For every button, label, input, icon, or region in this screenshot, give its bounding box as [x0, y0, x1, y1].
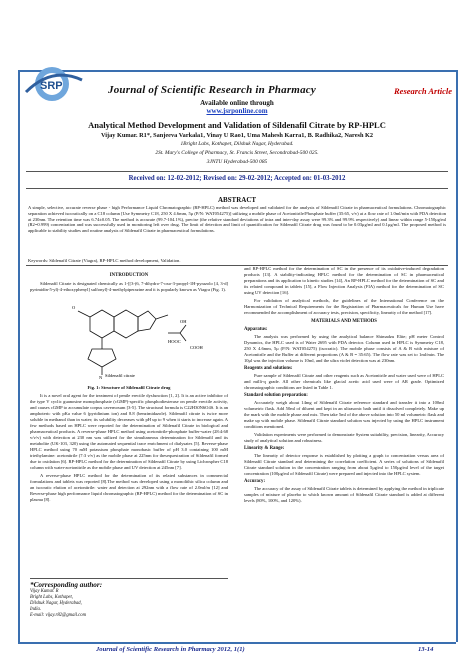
svg-text:O: O [72, 305, 76, 310]
introduction-heading: INTRODUCTION [109, 273, 149, 278]
abstract-heading: ABSTRACT [217, 196, 257, 204]
abstract-text: A simple, selective, accurate reverse phase - high Performance Liquid Chromatographic (RP-HPLC) method was developed and validated for the analysis of Sildenafil Citrate in pharmaceutical formulations. Chromatographic separation achieved isocratically on a C18 column [Use Symmetry C18, 250 X 4.6mm, 5μ (P/N: WAT054275)] utilizing a mobile phase of Acetonitrile/Phosphate buffer (35:65, v/v) at a flow rate of 1.0ml/min with PDA detection at 230nm. The retention time was 6.74±0.05. The method is accurate (99.7-104.1%), precise (the relative standard deviations of intra and inter-day assay were 99.3% and 99.9% respectively) and linear within range 5-150μg/ml (R2=0.999) concentration and was successfully used in monitoring left over drug. The limit of detection and limit of quantification for Sildenafil Citrate drug was found to be 0.03μg/ml and 0.1μg/ml. The proposed method is applicable to stability studies and routine analysis of Sildenafil Citrate in pharmaceutical formulations. [28, 205, 446, 234]
svg-text:OH: OH [180, 319, 187, 324]
corresponding-author-block [30, 578, 228, 619]
paragraph: The linearity of detector response is established by plotting a graph to concentration versus area of Sildenafil Citrate standard and determining the correlation coefficient. A series of solutions of Sildenafil Citrate standard solution in the concentration ranging from about 5μg/ml to 150μg/ml level of the target concentration (100μg/ml of Sildenafil Citrate) were prepared and injected into the HPLC system. [244, 453, 444, 476]
figure-label: Sildenafil citrate [105, 373, 135, 378]
submission-dates: Received on: 12-02-2012; Revised on: 29-02-2012; Accepted on: 01-03-2012 [128, 175, 346, 182]
reagents-heading: Reagents and solutions: [244, 366, 293, 371]
paragraph: Pure sample of Sildenafil Citrate and other reagents such as Acetonitrile and water used were of HPLC and milli-q grade. All other chemicals like glacial acetic acid used were of AR grade. Optimized chromatographic conditions are listed in Table 1. [244, 373, 444, 390]
frame-bottom-border [18, 642, 456, 644]
paragraph: A reverse-phase HPLC method for the determination of its related substances in commercial formulations and tablets was reported [8].The method was developed using a monolithic silica column and an isocratic elution of acetonitrile: water and detection at 292nm with a flow rate of 2.0ml/m [12] and Reverse-phase high performance liquid chromatographic (RP-HPLC) method for the determination of SC in plasma [8]. [30, 473, 228, 502]
affiliation-2: 2St. Mary's College of Pharmacy, St. Francis Street, Secondrabad-500 025. [155, 150, 319, 156]
apparatus-heading: Apparatus: [244, 327, 268, 332]
svg-text:COOH: COOH [190, 345, 203, 350]
article-type: Research Article [394, 86, 452, 96]
journal-name: Journal of Scientific Research in Pharmacy [108, 84, 316, 96]
right-column [244, 266, 444, 506]
corr-author-name: Vijay Kumar. R [30, 589, 59, 594]
svg-text:N: N [99, 375, 103, 380]
corresponding-author-heading: *Corresponding author: [30, 581, 103, 589]
keywords: Keywords: Sildenafil Citrate (Viagra), RP-HPLC method development, Validation. [28, 258, 181, 263]
sildenafil-structure-figure [30, 297, 228, 381]
page-numbers: 13-14 [418, 646, 434, 653]
corr-author-email[interactable]: E-mail: vijay.r82@gmail.com [30, 612, 86, 618]
svg-text:HOOC: HOOC [168, 339, 181, 344]
paragraph: The analysis was performed by using the analytical balance Shimadzu Elite; pH meter Control Dynamics, the HPLC used is of Water 2695 with PDA detector. Column used in HPLC is Symmetry C18, 250 X 4.6mm, 5μ (P/N: WAT054275) (isocratic). The mobile phase consists of A & B with mixture of Acetonitrile and the Buffer at different proportions (A & B = 35:65). The flow rate was set to 1ml/min. The 10μl was the injection volume is 10ml, and the ultra violet detection was at 230nm. [244, 334, 444, 363]
accuracy-heading: Accuracy: [244, 479, 266, 484]
article-title: Analytical Method Development and Validation of Sildenafil Citrate by RP-HPLC [88, 120, 386, 130]
standard-solution-heading: Standard solution preparation: [244, 393, 308, 398]
divider [26, 171, 448, 172]
affiliation-1: 1Bright Labs, Kothapet, Dilshuk Nagar, Hyderabad. [180, 141, 294, 147]
journal-website-link[interactable]: www.jsrponline.com [206, 107, 268, 115]
affiliation-3: 3JNTU Hyderabad-500 085 [206, 159, 268, 165]
frame-right-border [456, 70, 458, 642]
svg-text:SRP: SRP [40, 80, 63, 92]
paragraph: Accurately weigh about 14mg of Sildenafil Citrate reference standard and transfer it into a 100ml volumetric flask. Add 50ml of diluent and kept in an ultrasonic bath until it dissolved completely. Make up the mark with the mobile phase and mix. Then take 5ml of the above solution into 50 ml volumetric flask and make up with mobile phase. Sildenafil Citrate standard solution was injected by using the HPLC instrument conditions mentioned. [244, 400, 444, 429]
linearity-heading: Linearity & Range: [244, 446, 285, 451]
paragraph: Sildenafil Citrate is designated chemically as 1-[[3-(6, 7-dihydro-7-oxo-3-propyl-1H-pyrazolo [4, 3-d] pyrimidin-5-yl)-4-ethoxyphenyl] sulfonyl]-4-methylpiperazine and it is popularly known as Viagra (Fig. 1). [30, 281, 228, 292]
paragraph: The accuracy of the assay of Sildenafil Citrate tablets is determined by applying the method in triplicate samples of mixture of placebo to which known amount of Sildenafil Citrate standard is added at different levels (80%, 100%, and 120%). [244, 486, 444, 503]
divider [30, 578, 228, 579]
frame-left-border [18, 70, 20, 642]
corr-author-country: India. [30, 606, 42, 612]
corr-author-address: Bright Labs, Kothapet, [30, 594, 73, 600]
paragraph: and RP-HPLC method for the determination of SC in the presence of its oxidative-induced degradation products [13]. A stability-indicating HPLC method for the determination of SC in pharmaceutical preparations and its application to kinetic studies [14], An RP-HPLC method for the determination of SC and its related compound in tablets [15], a Flow Injection Analysis (FIA) method for the determination of SC using UV detection [16]. [244, 266, 444, 295]
corr-author-address: Dilshuk Nagar, Hyderabad, [30, 600, 82, 606]
left-column [30, 270, 228, 505]
author-list: Vijay Kumar. R1*, Sanjeeva Varkala1, Vinay U Rao1, Uma Mahesh Karra1, B. Radhika2, Naresh K2 [100, 132, 374, 139]
divider [26, 188, 448, 189]
figure-caption: Fig. 1: Structure of Sildenafil Citrate drug [87, 385, 171, 390]
paragraph: It is a novel oral agent for the treatment of penile erectile dysfunction [1, 2]. It is an active inhibitor of the type V cyclic guanosine monophosphate (cGMP)-specific phosphodiesterase on penile erectile activity, and causes cGMP to accumulate corpus cavernosum [3-5]. The structural formula is C22H30N6O4S. It is an amphoteric with pKa value 6 (pyridinium ion) and 8.8 (benzimidazole). Sildenafil citrate is twice more soluble in methanol than in water; its solubility decreases with pH up to 9 when it starts to increase again. A few methods based on HPLC were reported for the determination of Sildenafil Citrate in biological and pharmaceutical products. A reverse-phase HPLC method using acetonitrile-phosphate buffer-water (28:4:68 v/v/v) with detection at 230 nm was utilized for the simultaneous determination for Sildenafil and its metabolite (UK-103, 320) using the automated sequential trace enrichment of dialysates [5]. Reverse-phase HPLC method using 70 mM potassium phosphate monobasic buffer of pH 3.0 containing 100 mM triethylamine: acetonitrile (7:3 v/v) as the mobile phase at 225nm for thesequestration of Sildenafil formed due to oxidation [6]. RP-HPLC method for the determination of Sildenafil Citrate by using Lichrospher C18 column with water-acetonitrile as the mobile phase and UV detection at 245nm [7]. [30, 393, 228, 470]
materials-methods-heading: MATERIALS AND METHODS [311, 319, 377, 324]
footer-citation: Journal of Scientific Research in Pharmacy 2012, 1(1) [96, 646, 245, 653]
paragraph: For validation of analytical methods, the guidelines of the International Conference on the Harmonization of Technical Requirements for the Registration of Pharmaceuticals for Human Use have recommended the accomplishment of accuracy tests, precision, specificity, linearity of the method [17]. [244, 298, 444, 315]
paragraph: Validation experiments were performed to demonstrate System suitability, precision, linearity, Accuracy study of analytical solution and robustness. [244, 432, 444, 443]
availability-note: Available online through [200, 99, 274, 107]
